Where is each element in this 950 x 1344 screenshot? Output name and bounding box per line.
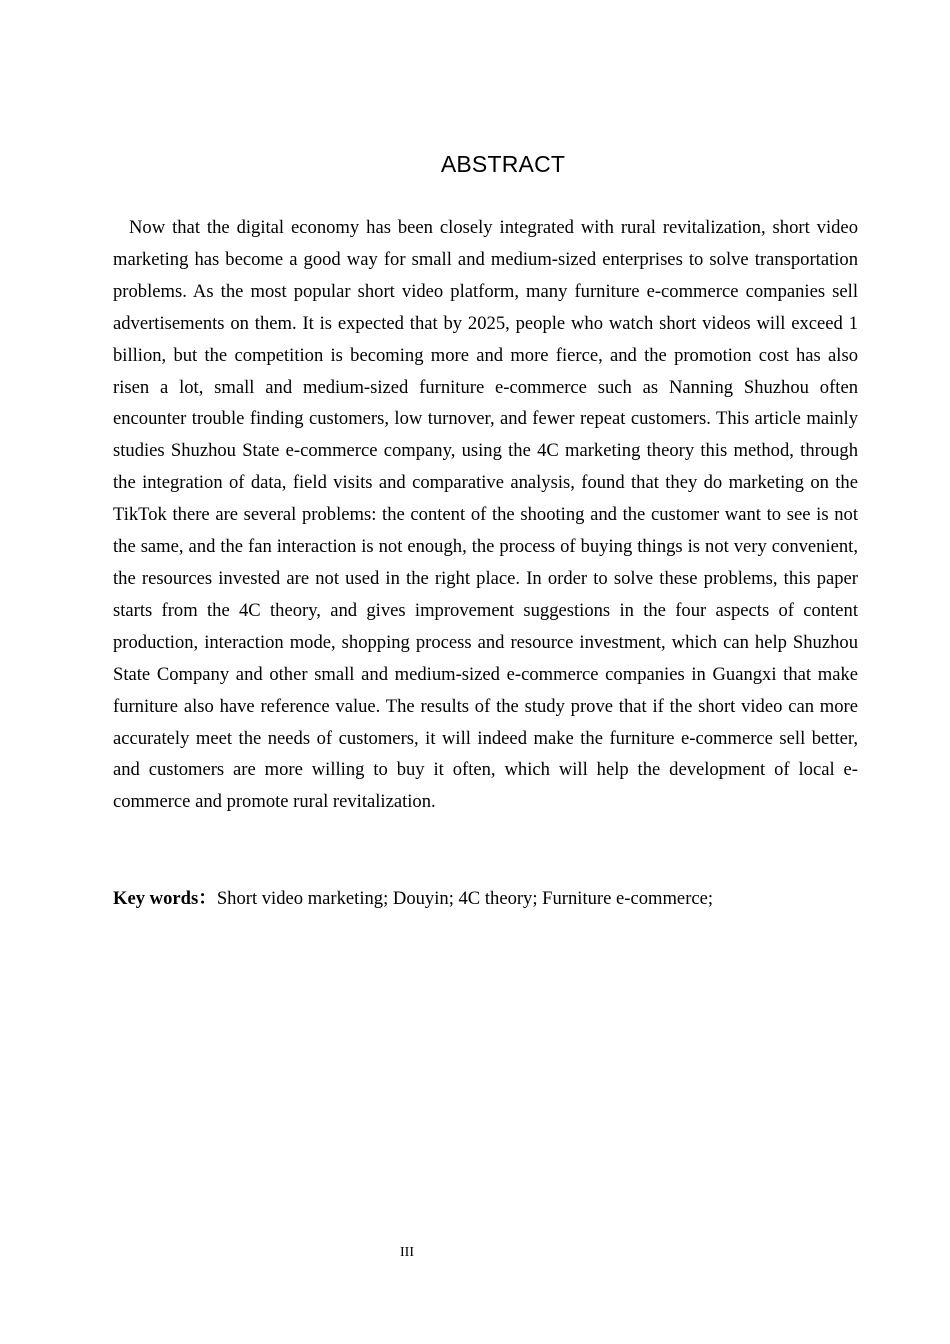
page-number: III (400, 1245, 414, 1260)
keywords-line (113, 884, 858, 914)
keywords-text: Short video marketing; Douyin; 4C theory; Furniture e-commerce; (216, 888, 714, 909)
abstract-body: Now that the digital economy has been closely integrated with rural revitalization, short video marketing has become a good way for small and medium-sized enterprises to solve transportation problems. As the most popular short video platform, many furniture e-commerce companies sell advertisements on them. It is expected that by 2025, people who watch short videos will exceed 1 billion, but the competition is becoming more and more fierce, and the promotion cost has also risen a lot, small and medium-sized furniture e-commerce such as Nanning Shuzhou often encounter trouble finding customers, low turnover, and fewer repeat customers. This article mainly studies Shuzhou State e-commerce company, using the 4C marketing theory this method, through the integration of data, field visits and comparative analysis, found that they do marketing on the TikTok there are several problems: the content of the shooting and the customer want to see is not the same, and the fan interaction is not enough, the process of buying things is not very convenient, the resources invested are not used in the right place. In order to solve these problems, this paper starts from the 4C theory, and gives improvement suggestions in the four aspects of content production, interaction mode, shopping process and resource investment, which can help Shuzhou State Company and other small and medium-sized e-commerce companies in Guangxi that make furniture also have reference value. The results of the study prove that if the short video can more accurately meet the needs of customers, it will indeed make the furniture e-commerce sell better, and customers are more willing to buy it often, which will help the development of local e-commerce and promote rural revitalization. (113, 217, 858, 813)
keywords-label: Key words： (113, 888, 217, 909)
abstract-title: ABSTRACT (440, 151, 566, 177)
